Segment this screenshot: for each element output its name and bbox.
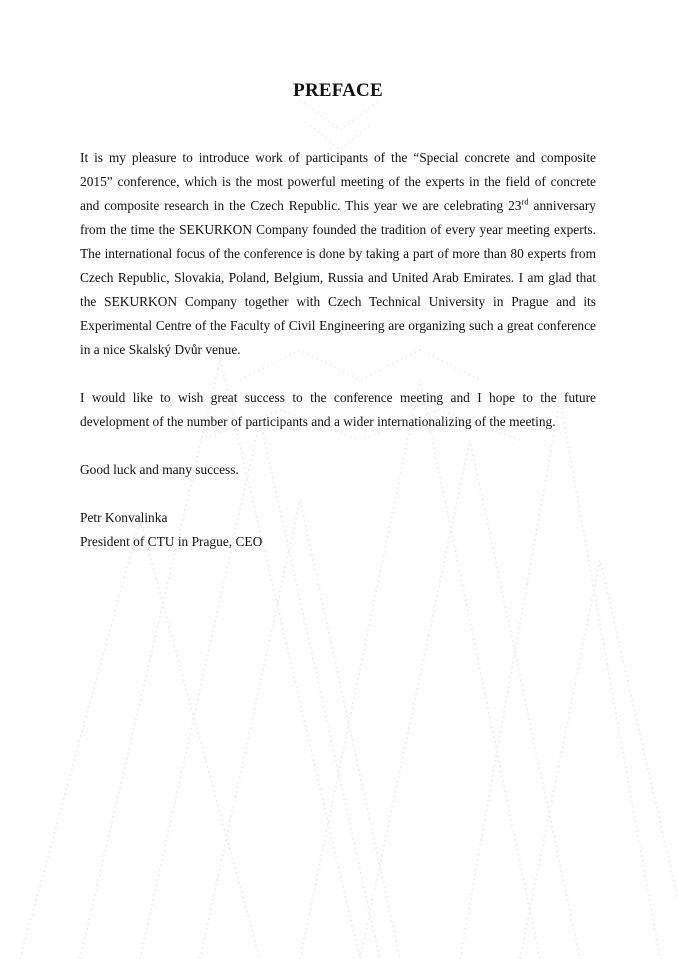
signature-name: Petr Konvalinka [80,510,168,525]
preface-paragraph-3: Good luck and many success. [80,462,239,477]
preface-paragraph-2: I would like to wish great success to the conference meeting and I hope to the future development of the number of participants and a wider internationalizing of the meeting. [80,390,596,429]
signature-position: President of CTU in Prague, CEO [80,534,263,549]
document-page [80,80,596,554]
paragraph-1-text-b: anniversary from the time the SEKURKON Company founded the tradition of every year meeting experts. The international focus of the conference is done by taking a part of more than 80 experts from Czech Republic, Slovakia, Poland, Belgium, Russia and United Arab Emirates. I am glad that the SEKURKON Company together with Czech Technical University in Prague and its Experimental Centre of the Faculty of Civil Engineering are organizing such a great conference in a nice Skalský Dvůr venue. [80,198,596,357]
paragraph-1-text-a: It is my pleasure to introduce work of participants of the “Special concrete and composite 2015” conference, which is the most powerful meeting of the experts in the field of concrete and composite research in the Czech Republic. This year we are celebrating 23 [80,150,596,213]
page-title: PREFACE [293,80,383,101]
preface-paragraph-1 [80,146,596,362]
ordinal-superscript: rd [521,196,529,207]
